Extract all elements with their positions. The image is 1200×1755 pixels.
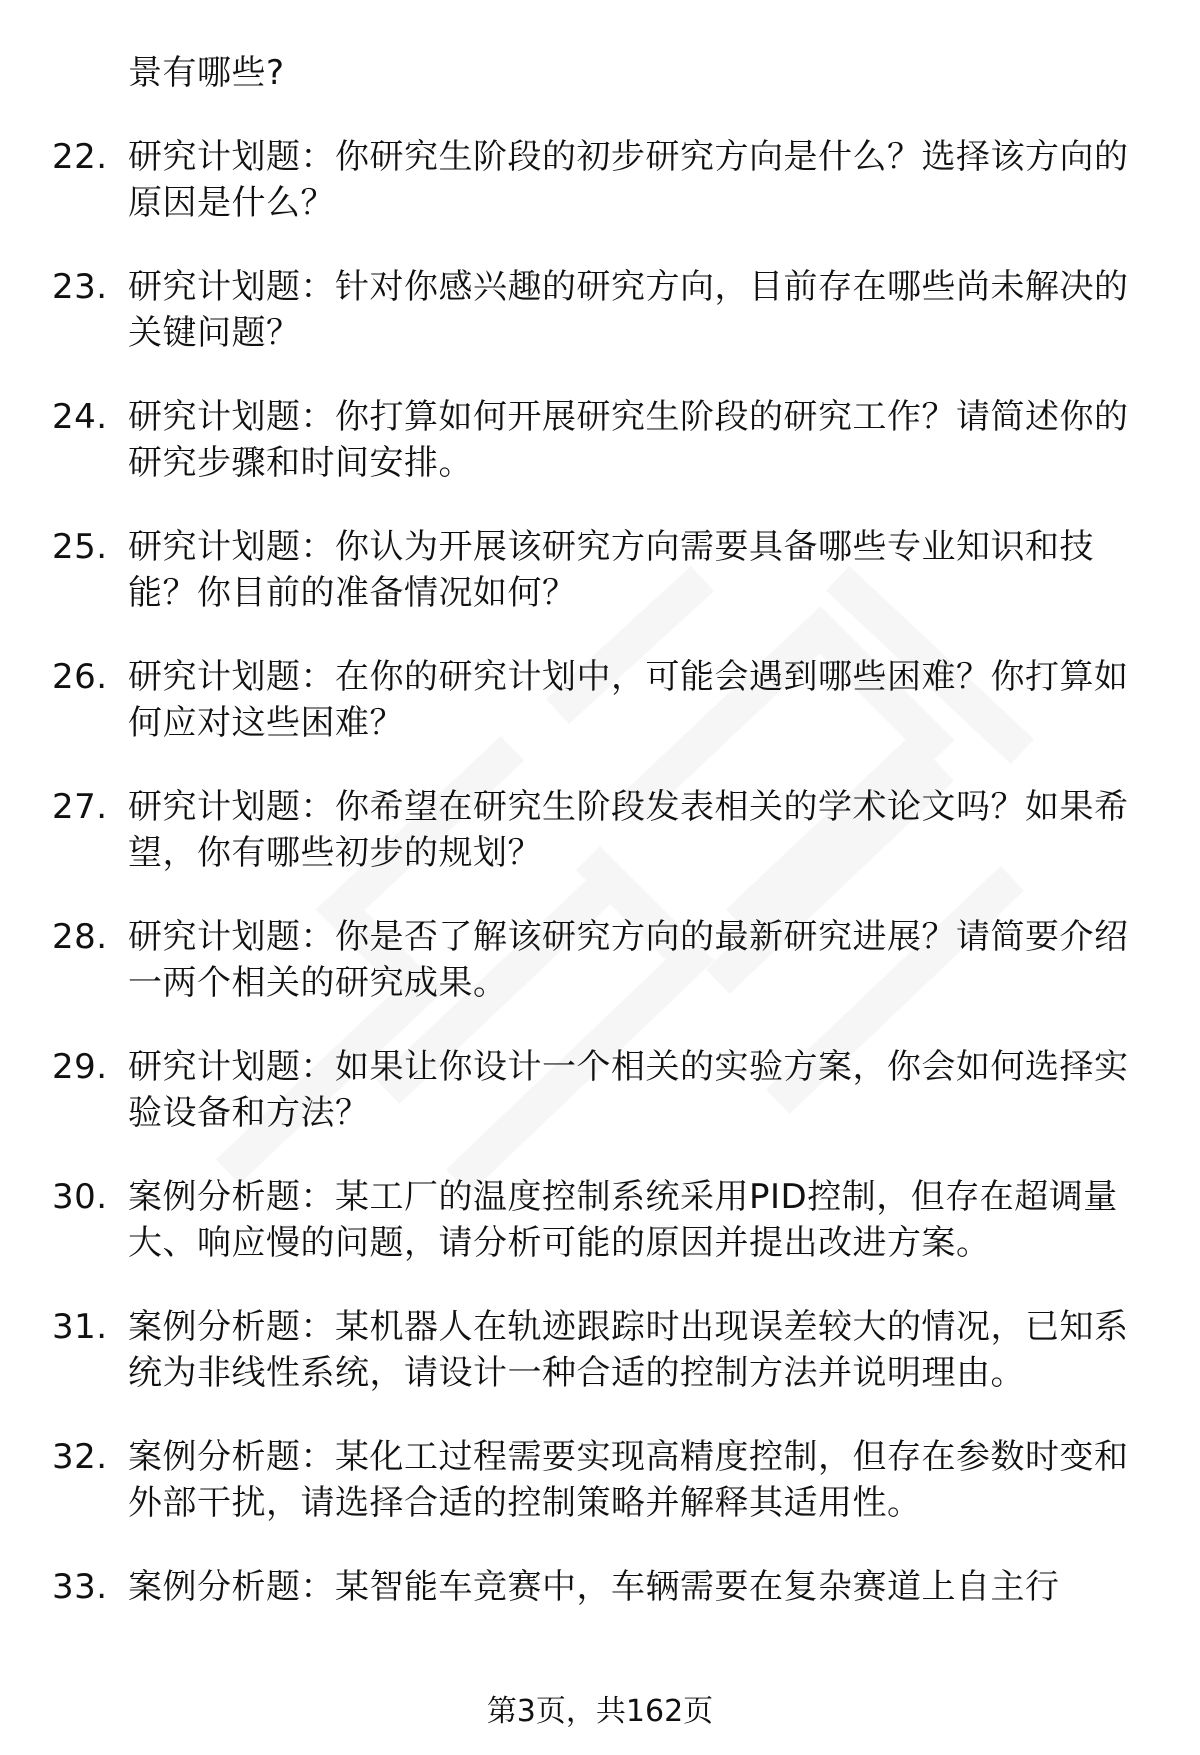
list-item <box>52 654 1152 746</box>
question-number: 27. <box>52 787 108 827</box>
question-text: 研究计划题：针对你感兴趣的研究方向，目前存在哪些尚未解决的关键问题？ <box>128 267 1129 353</box>
question-number: 28. <box>52 917 108 957</box>
question-text: 研究计划题：你是否了解该研究方向的最新研究进展？请简要介绍一两个相关的研究成果。 <box>128 917 1129 1003</box>
question-text: 研究计划题：你打算如何开展研究生阶段的研究工作？请简述你的研究步骤和时间安排。 <box>128 397 1129 483</box>
list-item <box>52 914 1152 1006</box>
question-text: 研究计划题：你研究生阶段的初步研究方向是什么？选择该方向的原因是什么？ <box>128 137 1129 223</box>
question-text: 研究计划题：你希望在研究生阶段发表相关的学术论文吗？如果希望，你有哪些初步的规划？ <box>128 787 1129 873</box>
list-item <box>52 394 1152 486</box>
question-number: 29. <box>52 1047 108 1087</box>
list-item <box>52 1044 1152 1136</box>
question-number: 22. <box>52 137 108 177</box>
list-item <box>52 1434 1152 1526</box>
question-text: 研究计划题：你认为开展该研究方向需要具备哪些专业知识和技能？你目前的准备情况如何？ <box>128 527 1094 613</box>
question-text: 案例分析题：某智能车竞赛中，车辆需要在复杂赛道上自主行 <box>128 1567 1060 1607</box>
question-number: 26. <box>52 657 108 697</box>
question-text: 案例分析题：某化工过程需要实现高精度控制，但存在参数时变和外部干扰，请选择合适的控制策略并解释其适用性。 <box>128 1437 1129 1523</box>
question-number: 25. <box>52 527 108 567</box>
list-item <box>52 784 1152 876</box>
question-text: 案例分析题：某工厂的温度控制系统采用PID控制，但存在超调量大、响应慢的问题，请分析可能的原因并提出改进方案。 <box>128 1177 1118 1263</box>
list-item <box>52 134 1152 226</box>
question-number: 24. <box>52 397 108 437</box>
question-text: 案例分析题：某机器人在轨迹跟踪时出现误差较大的情况，已知系统为非线性系统，请设计一种合适的控制方法并说明理由。 <box>128 1307 1129 1393</box>
question-list <box>52 50 1152 1648</box>
question-number: 31. <box>52 1307 108 1347</box>
continuation-text: 景有哪些? <box>128 53 285 93</box>
list-item <box>52 1304 1152 1396</box>
list-item <box>52 1174 1152 1266</box>
question-text: 研究计划题：如果让你设计一个相关的实验方案，你会如何选择实验设备和方法？ <box>128 1047 1129 1133</box>
question-number: 32. <box>52 1437 108 1477</box>
list-item <box>52 1564 1152 1610</box>
question-number: 23. <box>52 267 108 307</box>
list-item <box>52 524 1152 616</box>
question-number: 30. <box>52 1177 108 1217</box>
list-item <box>52 264 1152 356</box>
page-footer: 第3页，共162页 <box>486 1694 714 1729</box>
question-text: 研究计划题：在你的研究计划中，可能会遇到哪些困难？你打算如何应对这些困难？ <box>128 657 1129 743</box>
question-number: 33. <box>52 1567 108 1607</box>
